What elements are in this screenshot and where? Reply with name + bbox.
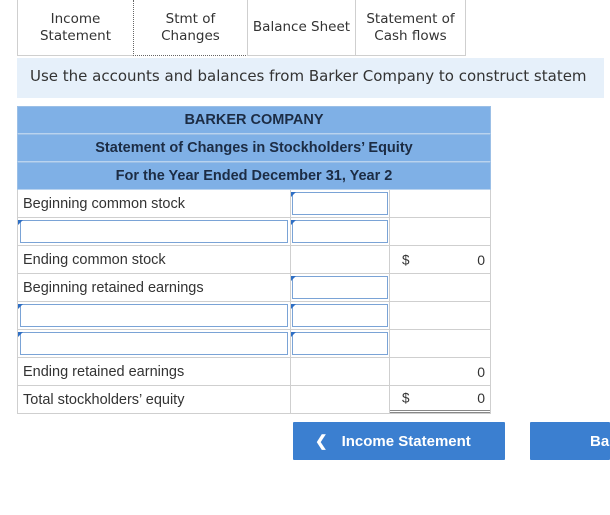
statement-period: For the Year Ended December 31, Year 2 xyxy=(17,162,491,190)
ending-common-stock-value: 0 xyxy=(477,251,485,268)
table-row xyxy=(17,302,491,330)
input-marker-icon xyxy=(291,332,296,337)
amount-cell xyxy=(291,246,390,273)
label-cell xyxy=(18,330,291,357)
table-row xyxy=(17,218,491,246)
input-marker-icon xyxy=(291,192,296,197)
tab-cash-flows[interactable] xyxy=(355,0,466,56)
tab-stmt-of-changes[interactable] xyxy=(133,0,248,56)
row-label: Ending retained earnings xyxy=(18,358,291,385)
amount-cell xyxy=(291,330,390,357)
input-marker-icon xyxy=(18,304,23,309)
table-row xyxy=(17,274,491,302)
chevron-left-icon: ❮ xyxy=(315,433,328,450)
table-row xyxy=(17,246,491,274)
row-label: Beginning retained earnings xyxy=(18,274,291,301)
input-marker-icon xyxy=(18,220,23,225)
label-cell xyxy=(18,302,291,329)
table-row xyxy=(17,386,491,414)
ending-retained-earnings-total xyxy=(390,358,490,385)
currency-symbol: $ xyxy=(402,252,410,267)
prev-income-statement-button[interactable] xyxy=(293,422,505,460)
beginning-common-stock-input[interactable] xyxy=(292,192,388,215)
account-select[interactable] xyxy=(20,304,288,327)
account-select[interactable] xyxy=(20,332,288,355)
tab-balance-sheet[interactable] xyxy=(247,0,356,56)
total-equity-value: 0 xyxy=(477,390,485,406)
ending-common-stock-total xyxy=(390,246,490,273)
input-marker-icon xyxy=(18,332,23,337)
total-cell xyxy=(390,302,490,329)
next-balance-sheet-button[interactable] xyxy=(530,422,610,460)
total-cell xyxy=(390,330,490,357)
account-select[interactable] xyxy=(20,220,288,243)
input-marker-icon xyxy=(291,220,296,225)
tab-stmt-of-changes-label: Stmt of Changes xyxy=(161,10,220,44)
statement-tabs xyxy=(17,0,465,56)
prev-button-label: Income Statement xyxy=(341,432,471,450)
input-marker-icon xyxy=(291,276,296,281)
amount-input[interactable] xyxy=(292,220,388,243)
row-label: Beginning common stock xyxy=(18,190,291,217)
table-row xyxy=(17,330,491,358)
instruction-banner xyxy=(17,58,604,98)
total-cell xyxy=(390,218,490,245)
table-row xyxy=(17,190,491,218)
statement-table xyxy=(17,106,491,414)
label-cell xyxy=(18,218,291,245)
amount-cell xyxy=(291,190,390,217)
company-name: BARKER COMPANY xyxy=(17,106,491,134)
tab-cash-flows-label: Statement of Cash flows xyxy=(366,10,455,44)
beginning-retained-earnings-input[interactable] xyxy=(292,276,388,299)
tab-income-statement-label: Income Statement xyxy=(39,10,112,44)
tab-income-statement[interactable] xyxy=(17,0,134,56)
total-cell xyxy=(390,274,490,301)
table-row xyxy=(17,358,491,386)
input-marker-icon xyxy=(291,304,296,309)
total-cell xyxy=(390,190,490,217)
amount-cell xyxy=(291,358,390,385)
total-equity-total xyxy=(390,386,490,413)
amount-cell xyxy=(291,218,390,245)
amount-cell xyxy=(291,302,390,329)
row-label: Ending common stock xyxy=(18,246,291,273)
amount-input[interactable] xyxy=(292,332,388,355)
currency-symbol: $ xyxy=(402,390,410,406)
ending-retained-earnings-value: 0 xyxy=(477,363,485,380)
amount-input[interactable] xyxy=(292,304,388,327)
instruction-text: Use the accounts and balances from Barker Company to construct statem xyxy=(30,67,587,85)
amount-cell xyxy=(291,386,390,413)
tab-balance-sheet-label: Balance Sheet xyxy=(252,19,351,35)
amount-cell xyxy=(291,274,390,301)
statement-title: Statement of Changes in Stockholders’ Equity xyxy=(17,134,491,162)
row-label: Total stockholders’ equity xyxy=(18,386,291,413)
next-button-label: Ba xyxy=(590,432,610,450)
